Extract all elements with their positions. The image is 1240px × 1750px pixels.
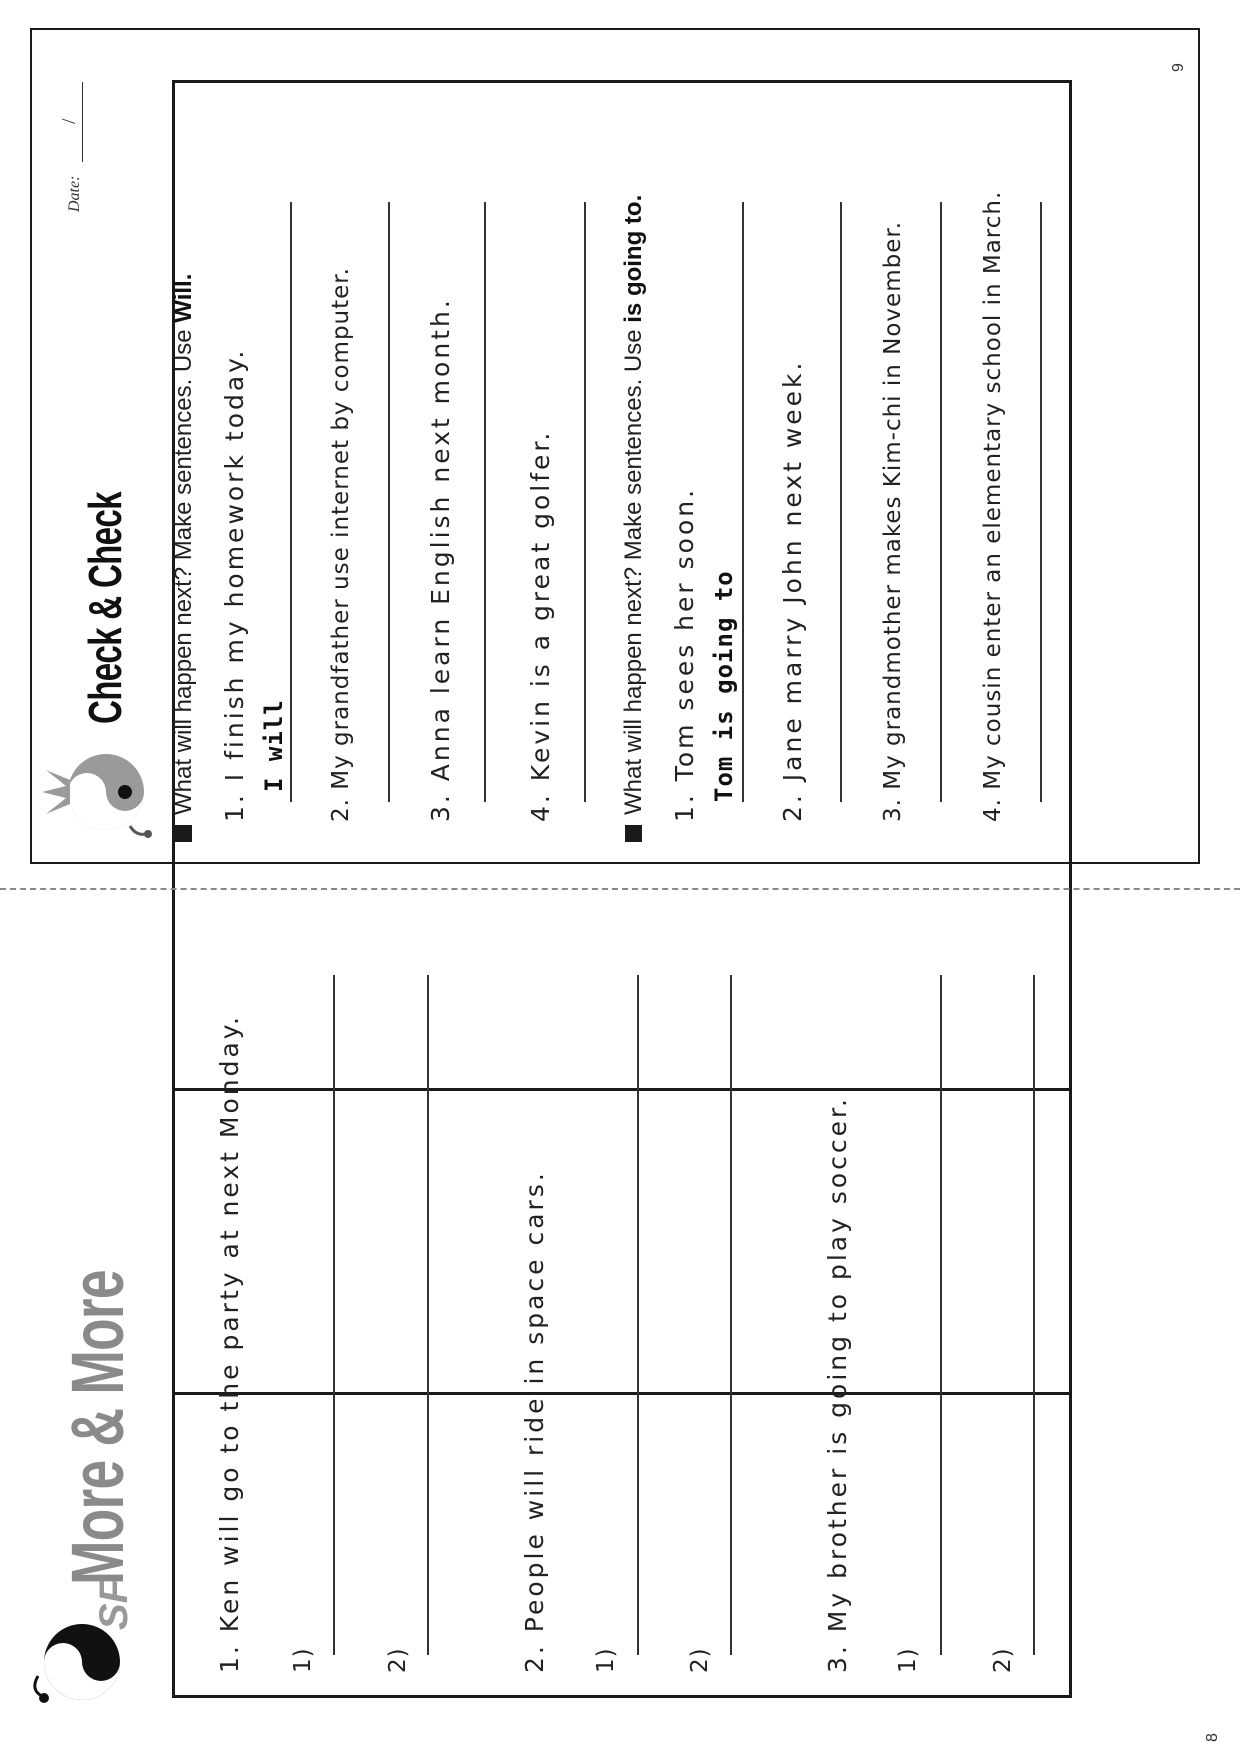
check-and-check-title: Check & Check <box>79 492 131 724</box>
right-page-number: 9 <box>1170 63 1187 72</box>
more-item-2-sub1: 1) <box>593 1647 619 1673</box>
check-s1-item-4-answer-line[interactable] <box>584 202 586 802</box>
more-item-3-answer-line-2[interactable] <box>1033 975 1035 1655</box>
check-logo-icon <box>40 734 160 844</box>
more-item-2-sub2: 2) <box>687 1647 713 1673</box>
box-divider <box>175 1088 1069 1091</box>
more-and-more-title: More & More <box>56 1270 139 1585</box>
more-item-1-sub2: 2) <box>385 1647 411 1673</box>
bullet-square-icon <box>625 825 642 842</box>
check-s1-item-1-answer: I will <box>260 699 288 792</box>
more-item-3-sub1: 1) <box>895 1647 921 1673</box>
check-s1-item-3-sentence: 3. Anna learn English next month. <box>426 297 455 822</box>
more-item-2-answer-line-1[interactable] <box>637 975 639 1655</box>
date-slash: / <box>58 118 80 124</box>
check-s2-item-1-answer: Tom is going to <box>710 570 738 802</box>
check-s2-item-2-sentence: 2. Jane marry John next week. <box>778 359 807 822</box>
check-s1-item-3-answer-line[interactable] <box>484 202 486 802</box>
check-s1-item-2-sentence: 2. My grandfather use internet by computer. <box>328 267 354 822</box>
more-item-1-sentence: 1. Ken will go to the party at next Monday. <box>215 1014 244 1673</box>
box-divider <box>175 1392 1069 1395</box>
section-2-instruction: What will happen next? Make sentences. Use is going to. <box>620 195 648 842</box>
left-page-number: 8 <box>1204 1733 1221 1742</box>
more-item-3-sentence: 3. My brother is going to play soccer. <box>823 1096 852 1673</box>
check-s1-item-2-answer-line[interactable] <box>388 202 390 802</box>
fold-dashed-line <box>0 888 1240 890</box>
more-item-3-answer-line-1[interactable] <box>940 975 942 1655</box>
check-s2-item-4-sentence: 4. My cousin enter an elementary school in March. <box>980 190 1006 822</box>
more-item-2-sentence: 2. People will ride in space cars. <box>520 1170 549 1673</box>
more-item-3-sub2: 2) <box>990 1647 1016 1673</box>
check-s1-item-1-answer-line[interactable] <box>290 202 292 802</box>
more-item-1-answer-line-2[interactable] <box>427 975 429 1655</box>
more-item-2-answer-line-2[interactable] <box>730 975 732 1655</box>
check-s2-item-3-answer-line[interactable] <box>940 202 942 802</box>
check-s2-item-4-answer-line[interactable] <box>1040 202 1042 802</box>
check-s2-item-1-sentence: 1. Tom sees her soon. <box>670 486 699 822</box>
date-field[interactable] <box>82 82 83 162</box>
check-s1-item-4-sentence: 4. Kevin is a great golfer. <box>526 429 555 822</box>
bullet-square-icon <box>175 825 192 842</box>
check-s2-item-1-answer-line[interactable] <box>742 202 744 802</box>
more-item-1-sub1: 1) <box>290 1647 316 1673</box>
check-s1-item-1-sentence: 1. I finish my homework today. <box>220 347 249 822</box>
more-item-1-answer-line-1[interactable] <box>333 975 335 1655</box>
check-s2-item-2-answer-line[interactable] <box>840 202 842 802</box>
check-exercise-box <box>30 28 1200 864</box>
date-label: Date: <box>66 175 83 212</box>
section-1-instruction: What will happen next? Make sentences. Use Will. <box>170 274 198 842</box>
check-s2-item-3-sentence: 3. My grandmother makes Kim-chi in November. <box>880 220 906 822</box>
logo-letters: SF <box>92 1578 136 1630</box>
